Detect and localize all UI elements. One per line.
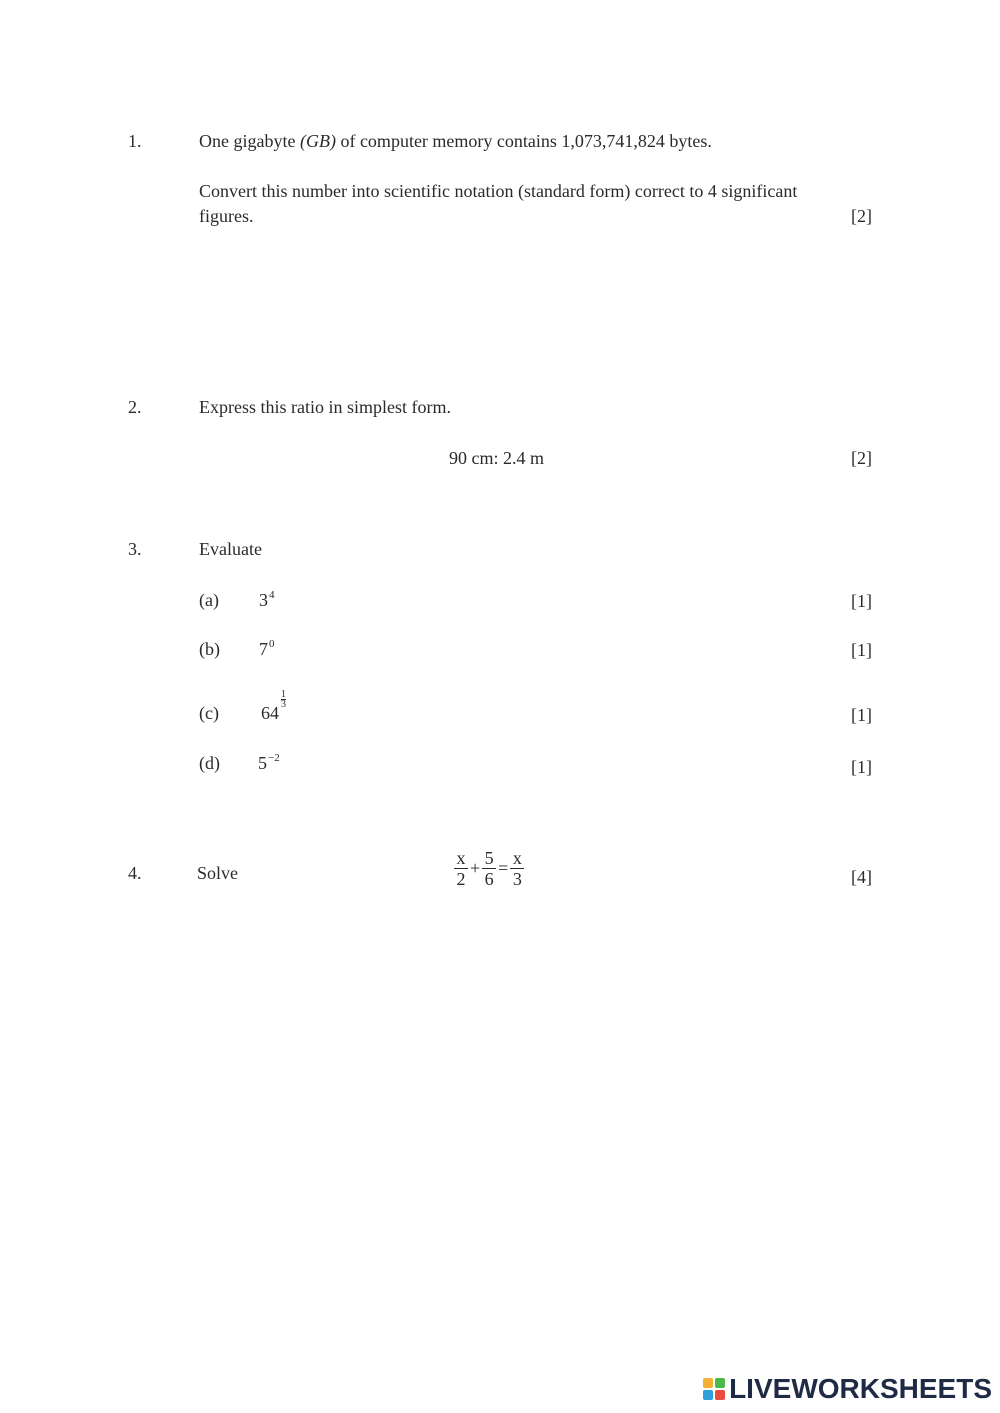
logo-mark-icon [703, 1378, 725, 1400]
q3-number: 3. [128, 539, 142, 559]
q3-part-a-label: (a) [199, 590, 219, 610]
q3-part-c-exp [281, 690, 286, 709]
q3-part-b-label: (b) [199, 639, 220, 659]
q3-text: Evaluate [199, 539, 262, 559]
q3-part-b-base: 7 [259, 639, 268, 659]
q4-fraction-3 [510, 848, 524, 889]
q1-text-before: One gigabyte [199, 131, 300, 151]
q3-part-c-exp-den: 3 [281, 699, 286, 710]
q3-part-d-label: (d) [199, 753, 220, 773]
q4-fraction-1-den: 2 [456, 869, 466, 889]
logo-text: LIVEWORKSHEETS [729, 1373, 992, 1404]
q3-part-d-base: 5 [258, 753, 267, 773]
q3-part-d-marks: [1] [851, 757, 872, 777]
q3-part-c-exp-num: 1 [281, 689, 286, 700]
q3-part-a-marks: [1] [851, 591, 872, 611]
q1-text-after: of computer memory contains 1,073,741,824 bytes. [335, 131, 712, 151]
q4-fraction-2-num: 5 [484, 848, 494, 868]
liveworksheets-logo[interactable] [703, 1373, 992, 1405]
logo-square-4 [715, 1390, 725, 1400]
q3-part-c-label: (c) [199, 703, 219, 723]
q1-text-italic: (GB) [299, 131, 336, 151]
q1-text [199, 130, 712, 152]
q2-number: 2. [128, 397, 142, 417]
q4-fraction-1 [454, 848, 468, 889]
q3-part-b-marks: [1] [851, 640, 872, 660]
q4-fraction-2 [482, 848, 496, 889]
logo-square-2 [715, 1378, 725, 1388]
q3-part-c-marks: [1] [851, 705, 872, 725]
q1-line2: Convert this number into scientific notation (standard form) correct to 4 significant [199, 181, 798, 201]
q4-plus: + [470, 858, 481, 878]
q4-fraction-2-den: 6 [484, 869, 494, 889]
q4-fraction-1-num: x [456, 848, 466, 868]
q1-line3: figures. [199, 206, 254, 226]
q4-text: Solve [197, 863, 239, 883]
logo-square-3 [703, 1390, 713, 1400]
q4-fraction-3-num: x [512, 848, 522, 868]
q3-part-d-expr [258, 752, 280, 777]
q3-part-c-expr [261, 689, 286, 724]
q4-equals: = [498, 858, 509, 878]
q1-marks: [2] [851, 206, 872, 226]
q3-part-a-base: 3 [259, 590, 268, 610]
q2-ratio: 90 cm: 2.4 m [449, 448, 544, 468]
q3-part-a-expr [259, 589, 275, 614]
q2-marks: [2] [851, 448, 872, 468]
q3-part-c-base: 64 [261, 703, 279, 723]
q3-part-b-exp: 0 [269, 638, 275, 650]
q2-text: Express this ratio in simplest form. [199, 397, 451, 417]
q4-fraction-3-den: 3 [512, 869, 522, 889]
q4-number: 4. [128, 863, 142, 883]
q1-number: 1. [128, 131, 142, 151]
logo-square-1 [703, 1378, 713, 1388]
q3-part-b-expr [259, 638, 275, 663]
q3-part-d-exp: −2 [268, 752, 280, 764]
q4-marks: [4] [851, 867, 872, 887]
q3-part-a-exp: 4 [269, 589, 275, 601]
q4-equation [454, 848, 524, 889]
